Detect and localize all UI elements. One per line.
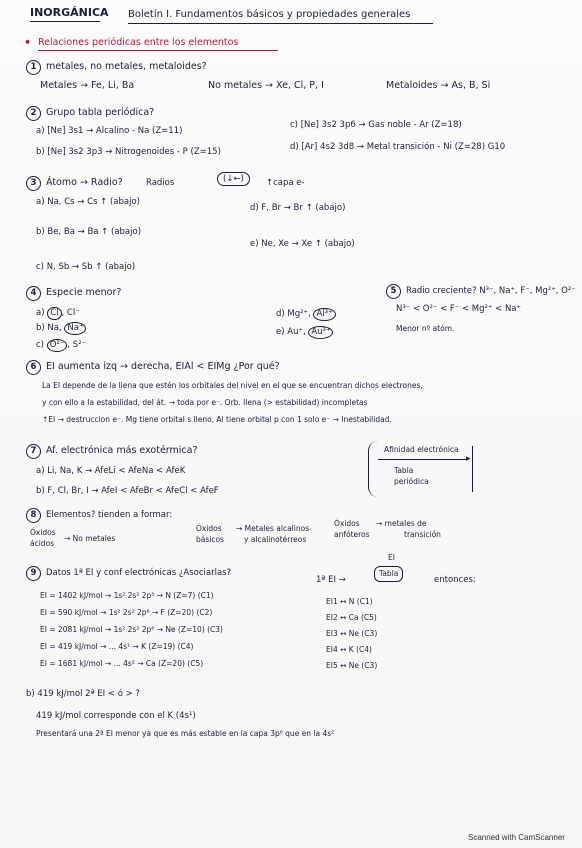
- q8-g1b: ácidos: [30, 539, 55, 548]
- q3-note: Radios: [146, 178, 175, 188]
- q9b-label: b) 419 kJ/mol 2ª EI < ó > ?: [26, 689, 140, 699]
- q4-e-answer: Au³⁺: [308, 326, 333, 339]
- q9-question: Datos 1ª EI y conf electrónicas ¿Asociarlas?: [46, 568, 232, 578]
- q9-data-row: EI = 419 kJ/mol → ... 4s¹ → K (Z=19) (C4): [40, 642, 194, 651]
- q4-b-label: b): [36, 323, 45, 333]
- q8-g3b: anfóteros: [334, 530, 370, 539]
- section-underline: [38, 50, 278, 51]
- q4-b-other: Na,: [47, 323, 62, 333]
- q4-c-other: , S²⁻: [67, 340, 86, 350]
- q7-question: Af. electrónica más exotérmica?: [46, 445, 198, 456]
- q4-e-label: e): [276, 327, 285, 337]
- q5-number: 5: [386, 284, 401, 299]
- q9-trend-label: 1ª EI →: [316, 575, 346, 585]
- q9-trend-box: Tabla: [374, 566, 403, 582]
- title-underline: [30, 21, 100, 22]
- q4-d-label: d): [276, 309, 285, 319]
- q8-g2a: Óxidos: [196, 524, 222, 533]
- q1-metalloids: Metaloides → As, B, Si: [386, 80, 491, 91]
- q1-question: metales, no metales, metaloides?: [46, 61, 207, 72]
- q4-a-label: a): [36, 308, 45, 318]
- q4-c-label: c): [36, 340, 44, 350]
- q4-c-answer: O²⁻: [47, 339, 68, 352]
- q4-number: 4: [26, 286, 41, 301]
- q7-horizontal-arrow: [378, 459, 468, 460]
- q4-question: Especie menor?: [46, 287, 122, 298]
- q9b-line1: 419 kJ/mol corresponde con el K (4s¹): [36, 711, 196, 721]
- q4-d-answer: Al³⁺: [313, 308, 335, 321]
- q4-a-row: [36, 307, 80, 320]
- q4-b-answer: Na⁺: [64, 322, 86, 335]
- q4-a-answer: Cl: [47, 307, 61, 320]
- q6-line1: La EI depende de la llena que estén los orbitales del nivel en el que se encuentran dichos electrones,: [42, 381, 423, 390]
- q5-order: N³⁻ < O²⁻ < F⁻ < Mg²⁺ < Na⁺: [396, 304, 521, 314]
- q9-pair-row: EI1 ↔ N (C1): [326, 597, 373, 606]
- q8-g2b: básicos: [196, 535, 224, 544]
- q4-c-row: [36, 339, 86, 352]
- q4-e-row: [276, 326, 333, 339]
- section-bullet: •: [24, 36, 32, 49]
- q4-d-other: Mg²⁺,: [287, 309, 311, 319]
- q5-question: Radio creciente? N³⁻, Na⁺, F⁻, Mg²⁺, O²⁻: [406, 286, 576, 296]
- q6-number: 6: [26, 360, 41, 375]
- q7-box-label2: periódica: [394, 477, 429, 486]
- q9b-line2: Presentará una 2ª EI menor ya que es más estable en la capa 3p⁶ que en la 4s²: [36, 729, 335, 738]
- q8-number: 8: [26, 508, 41, 523]
- q9-pair-row: EI5 ↔ Ne (C3): [326, 661, 378, 670]
- q8-g1a: Óxidos: [30, 528, 56, 537]
- q6-question: EI aumenta izq → derecha, EIAl < EIMg ¿Por qué?: [46, 361, 280, 372]
- q3-e: e) Ne, Xe → Xe ↑ (abajo): [250, 239, 355, 249]
- q3-b: b) Be, Ba → Ba ↑ (abajo): [36, 227, 142, 237]
- q3-a: a) Na, Cs → Cs ↑ (abajo): [36, 197, 140, 207]
- q3-c: c) N, Sb → Sb ↑ (abajo): [36, 262, 136, 272]
- q5-note: Menor nº atóm.: [396, 324, 455, 333]
- q6-line2: y con ello a la estabilidad, del át. → toda por e⁻. Orb. llena (> estabilidad) incompletas: [42, 398, 368, 407]
- q6-line3: ↑EI → destruccion e⁻. Mg tiene orbital s lleno, Al tiene orbital p con 1 solo e⁻ → Inestabilidad.: [42, 415, 392, 424]
- q3-d: d) F, Br → Br ↑ (abajo): [250, 203, 346, 213]
- q8-question: Elementos? tienden a formar:: [46, 510, 173, 520]
- subtitle-underline: [128, 23, 433, 24]
- q8-g3d: transición: [404, 530, 441, 539]
- sheet-subtitle: Boletín I. Fundamentos básicos y propiedades generales: [128, 9, 411, 20]
- q2-a: a) [Ne] 3s1 → Alcalino - Na (Z=11): [36, 126, 183, 136]
- q4-d-row: [276, 308, 336, 321]
- scanner-watermark: Scanned with CamScanner: [468, 833, 565, 842]
- q3-trend-box: (↓←): [217, 172, 250, 186]
- q9-data-row: EI = 2081 kJ/mol → 1s² 2s² 2p⁶ → Ne (Z=10) (C3): [40, 625, 223, 634]
- q9-data-row: EI = 1402 kJ/mol → 1s² 2s² 2p³ → N (Z=7) (C1): [40, 591, 214, 600]
- q2-number: 2: [26, 106, 41, 121]
- q7-box-label1: Tabla: [394, 466, 414, 475]
- q8-g3c: → metales de: [376, 519, 427, 528]
- q9-number: 9: [26, 566, 41, 581]
- q9-data-row: EI = 590 kJ/mol → 1s² 2s² 2p⁶ → F (Z=20) (C2): [40, 608, 213, 617]
- q2-b: b) [Ne] 3s2 3p3 → Nitrogenoides - P (Z=15): [36, 147, 221, 157]
- q4-a-other: , Cl⁻: [61, 308, 80, 318]
- q3-number: 3: [26, 176, 41, 191]
- q7-vertical-arrow: [472, 446, 473, 492]
- q3-question: Átomo → Radio?: [46, 177, 123, 188]
- section-title: Relaciones periódicas entre los elementos: [38, 37, 239, 48]
- q9-pair-row: EI2 ↔ Ca (C5): [326, 613, 377, 622]
- q3-trend-label: ↑capa e-: [266, 178, 305, 188]
- q8-g2d: y alcalinotérreos: [244, 535, 307, 544]
- q9-pair-row: EI3 ↔ Ne (C3): [326, 629, 378, 638]
- q2-question: Grupo tabla periódica?: [46, 107, 155, 118]
- q8-g2c: → Metales alcalinos: [236, 524, 310, 533]
- q9-trend-after: entonces:: [434, 575, 476, 585]
- q9-data-row: EI = 1681 kJ/mol → ... 4s² → Ca (Z=20) (C5): [40, 659, 204, 668]
- q1-number: 1: [26, 60, 41, 75]
- q1-metals: Metales → Fe, Li, Ba: [40, 80, 135, 91]
- q4-b-row: [36, 322, 86, 335]
- q7-a: a) Li, Na, K → AfeLi < AfeNa < AfeK: [36, 466, 186, 476]
- q7-arrow-right-head: ▸: [466, 454, 471, 464]
- q7-number: 7: [26, 444, 41, 459]
- q1-nonmetals: No metales → Xe, Cl, P, I: [208, 80, 324, 91]
- q7-box-title: Afinidad electrónica: [384, 445, 459, 454]
- q9-pair-row: EI4 ↔ K (C4): [326, 645, 372, 654]
- q2-d: d) [Ar] 4s2 3d8 → Metal transición - Ni (Z=28) G10: [290, 142, 506, 152]
- q9-trend-top: EI: [388, 553, 395, 562]
- q2-c: c) [Ne] 3s2 3p6 → Gas noble - Ar (Z=18): [290, 120, 462, 130]
- course-title: INORGÁNICA: [30, 6, 109, 19]
- q8-g1c: → No metales: [64, 534, 116, 543]
- q8-g3a: Óxidos: [334, 519, 360, 528]
- q4-e-other: Au⁺,: [287, 327, 306, 337]
- q7-b: b) F, Cl, Br, I → AfeI < AfeBr < AfeCl < AfeF: [36, 486, 219, 496]
